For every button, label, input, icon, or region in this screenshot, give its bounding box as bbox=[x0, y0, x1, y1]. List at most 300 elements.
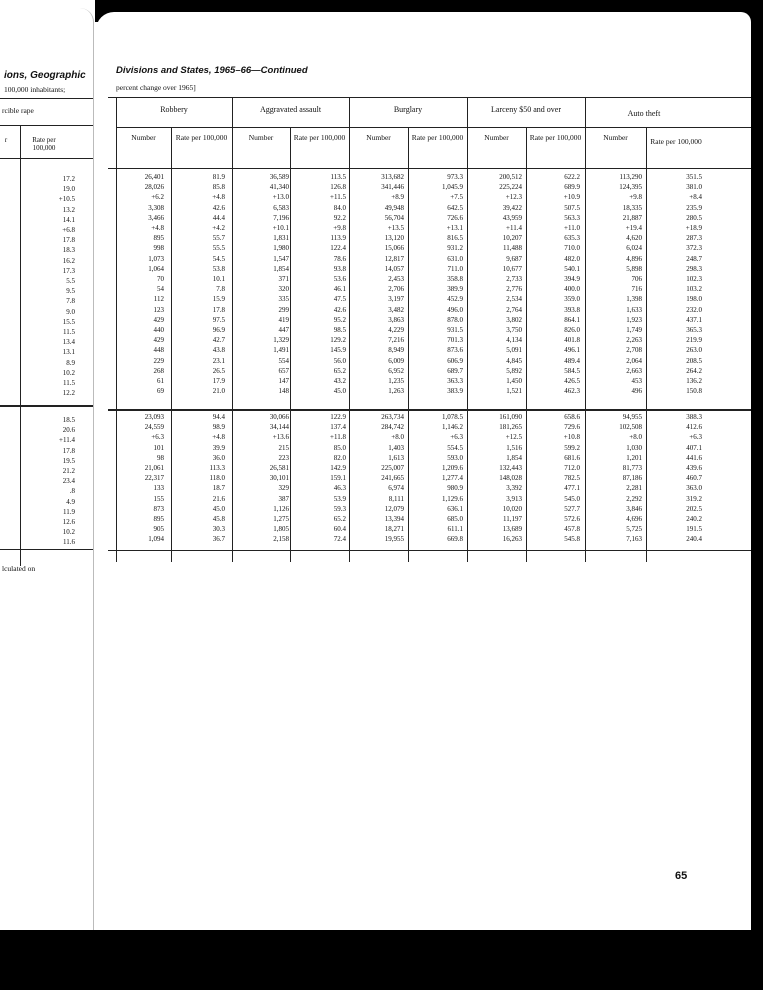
table-cell: 126.8 bbox=[330, 183, 346, 192]
table-cell: 584.5 bbox=[564, 366, 580, 375]
table-cell: 439.6 bbox=[686, 464, 702, 473]
table-cell: 657 bbox=[278, 366, 289, 375]
left-page-rule bbox=[0, 549, 93, 550]
table-cell: 635.3 bbox=[564, 234, 580, 243]
table-cell: 452.9 bbox=[447, 295, 463, 304]
table-cell: 931.5 bbox=[447, 326, 463, 335]
table-cell: 219.9 bbox=[686, 336, 702, 345]
table-cell: +12.5 bbox=[505, 433, 522, 442]
table-cell: 462.3 bbox=[564, 387, 580, 396]
table-cell: 13,394 bbox=[384, 515, 404, 524]
table-cell: 642.5 bbox=[447, 203, 463, 212]
table-cell: 2,706 bbox=[388, 285, 404, 294]
table-cell: 3,466 bbox=[148, 213, 164, 222]
table-cell: 3,802 bbox=[506, 315, 522, 324]
table-cell: 1,201 bbox=[626, 453, 642, 462]
table-cell: 3,913 bbox=[506, 494, 522, 503]
table-cell: 1,146.2 bbox=[442, 423, 463, 432]
table-cell: 5,725 bbox=[626, 525, 642, 534]
table-cell: 72.4 bbox=[333, 535, 346, 544]
table-cell: 6,024 bbox=[626, 244, 642, 253]
table-cell: 113,290 bbox=[619, 173, 642, 181]
table-cell: 5,898 bbox=[626, 264, 642, 273]
table-cell: 229 bbox=[153, 356, 164, 365]
table-cell: 17.8 bbox=[62, 236, 75, 245]
table-cell: 3,750 bbox=[506, 326, 522, 335]
table-cell: 448 bbox=[153, 346, 164, 355]
table-cell: 94,955 bbox=[622, 413, 642, 421]
table-cell: +13.5 bbox=[387, 224, 404, 233]
table-cell: 36.7 bbox=[212, 535, 225, 544]
table-cell: 429 bbox=[153, 336, 164, 345]
table-cell: 208.5 bbox=[686, 356, 702, 365]
table-cell: 1,277.4 bbox=[442, 474, 463, 483]
table-cell: 527.7 bbox=[564, 504, 580, 513]
table-cell: 365.3 bbox=[686, 326, 702, 335]
table-cell: 681.6 bbox=[564, 453, 580, 462]
table-cell: 12,817 bbox=[384, 254, 404, 263]
table-cell: 43.8 bbox=[212, 346, 225, 355]
table-cell: 18.5 bbox=[62, 416, 75, 424]
table-cell: 477.1 bbox=[564, 484, 580, 493]
table-cell: 198.0 bbox=[686, 295, 702, 304]
table-cell: 232.0 bbox=[686, 305, 702, 314]
table-cell: 1,094 bbox=[148, 535, 164, 544]
table-cell: 92.2 bbox=[333, 213, 346, 222]
table-cell: 16.2 bbox=[62, 256, 75, 265]
left-page-rule bbox=[0, 125, 93, 126]
table-cell: 263,734 bbox=[381, 413, 404, 421]
table-cell: 225,007 bbox=[381, 464, 404, 473]
table-cell: 18,335 bbox=[622, 203, 642, 212]
table-cell: 10,677 bbox=[502, 264, 522, 273]
table-cell: 56,704 bbox=[384, 213, 404, 222]
table-cell: +10.1 bbox=[272, 224, 289, 233]
table-cell: 6,952 bbox=[388, 366, 404, 375]
table-cell: 895 bbox=[153, 515, 164, 524]
table-cell: 457.8 bbox=[564, 525, 580, 534]
table-cell: +6.3 bbox=[689, 433, 702, 442]
table-cell: 124,395 bbox=[619, 183, 642, 192]
table-cell: 45.8 bbox=[212, 515, 225, 524]
table-cell: 11.5 bbox=[63, 328, 75, 337]
table-cell: 711.0 bbox=[447, 264, 463, 273]
table-cell: 1,073 bbox=[148, 254, 164, 263]
table-cell: 1,129.6 bbox=[442, 494, 463, 503]
table-cell: 155 bbox=[153, 494, 164, 503]
header-bottom-rule bbox=[108, 168, 751, 169]
table-cell: 7.8 bbox=[66, 297, 75, 306]
table-cell: 93.8 bbox=[333, 264, 346, 273]
table-cell: 2,453 bbox=[388, 275, 404, 284]
assault-rate-header: Rate per 100,000 bbox=[293, 133, 346, 142]
table-cell: 200,512 bbox=[499, 173, 522, 181]
table-cell: 2,158 bbox=[273, 535, 289, 544]
table-cell: 223 bbox=[278, 453, 289, 462]
table-cell: 8.9 bbox=[66, 358, 75, 367]
table-cell: 12.6 bbox=[62, 518, 75, 527]
table-cell: 15.9 bbox=[212, 295, 225, 304]
table-cell: 685.0 bbox=[447, 515, 463, 524]
table-cell: 34,144 bbox=[269, 423, 289, 432]
table-cell: 118.0 bbox=[209, 474, 225, 483]
table-cell: 299 bbox=[278, 305, 289, 314]
table-cell: 21.6 bbox=[212, 494, 225, 503]
burglary-number-column bbox=[349, 412, 404, 545]
table-cell: 7,196 bbox=[273, 213, 289, 222]
left-page-title: ions, Geographic bbox=[4, 70, 86, 81]
previous-page-edge bbox=[0, 8, 94, 930]
table-cell: 7,216 bbox=[388, 336, 404, 345]
table-cell: 15,066 bbox=[384, 244, 404, 253]
table-cell: +13.0 bbox=[272, 193, 289, 202]
left-page-values-group-1 bbox=[20, 174, 75, 398]
table-cell: 1,263 bbox=[388, 387, 404, 396]
table-cell: 53.8 bbox=[212, 264, 225, 273]
table-cell: 6,583 bbox=[273, 203, 289, 212]
burglary-header: Burglary bbox=[393, 105, 423, 114]
table-cell: 13,689 bbox=[502, 525, 522, 534]
table-cell: 437.1 bbox=[686, 315, 702, 324]
table-cell: 1,329 bbox=[273, 336, 289, 345]
table-cell: 496.0 bbox=[447, 305, 463, 314]
table-cell: 54 bbox=[157, 285, 164, 294]
table-cell: 1,854 bbox=[506, 453, 522, 462]
table-cell: 3,482 bbox=[388, 305, 404, 314]
table-cell: +6.3 bbox=[151, 433, 164, 442]
table-cell: 145.9 bbox=[330, 346, 346, 355]
table-cell: 545.8 bbox=[564, 535, 580, 544]
table-cell: 388.3 bbox=[686, 413, 702, 421]
table-cell: 4,696 bbox=[626, 515, 642, 524]
table-cell: 998 bbox=[153, 244, 164, 253]
table-cell: 335 bbox=[278, 295, 289, 304]
table-cell: 1,831 bbox=[273, 234, 289, 243]
table-cell: 56.0 bbox=[333, 356, 346, 365]
table-cell: 263.0 bbox=[686, 346, 702, 355]
table-cell: 241,665 bbox=[381, 474, 404, 483]
assault-number-column bbox=[232, 412, 289, 545]
table-cell: 905 bbox=[153, 525, 164, 534]
table-cell: 21.0 bbox=[212, 387, 225, 396]
table-cell: 3,308 bbox=[148, 203, 164, 212]
table-cell: 5,091 bbox=[506, 346, 522, 355]
table-cell: 540.1 bbox=[564, 264, 580, 273]
table-cell: 689.9 bbox=[564, 183, 580, 192]
table-cell: 1,491 bbox=[273, 346, 289, 355]
table-cell: 9.5 bbox=[66, 287, 75, 296]
table-cell: 1,516 bbox=[506, 443, 522, 452]
auto-number-column bbox=[585, 412, 642, 545]
burglary-rate-header: Rate per 100,000 bbox=[411, 133, 464, 142]
table-cell: 447 bbox=[278, 326, 289, 335]
table-cell: 8,949 bbox=[388, 346, 404, 355]
table-cell: 298.3 bbox=[686, 264, 702, 273]
table-cell: 21,887 bbox=[622, 213, 642, 222]
table-cell: 611.1 bbox=[447, 525, 463, 534]
table-cell: 782.5 bbox=[564, 474, 580, 483]
table-cell: 658.6 bbox=[564, 413, 580, 421]
table-cell: 112 bbox=[153, 295, 164, 304]
table-cell: 98 bbox=[157, 453, 164, 462]
table-cell: +10.9 bbox=[563, 193, 580, 202]
table-cell: 148 bbox=[278, 387, 289, 396]
table-cell: 2,534 bbox=[506, 295, 522, 304]
table-cell: +11.5 bbox=[330, 193, 346, 202]
table-cell: 113.9 bbox=[330, 234, 346, 243]
auto-number-column bbox=[585, 172, 642, 396]
table-cell: 5.5 bbox=[66, 277, 75, 286]
left-page-rule bbox=[0, 98, 93, 99]
table-cell: 24,559 bbox=[144, 423, 164, 432]
table-cell: 94.4 bbox=[212, 413, 225, 421]
table-cell: 6,009 bbox=[388, 356, 404, 365]
table-cell: 53.6 bbox=[333, 275, 346, 284]
table-cell: +13.6 bbox=[272, 433, 289, 442]
table-cell: +6.3 bbox=[450, 433, 463, 442]
table-cell: 622.2 bbox=[564, 173, 580, 181]
table-cell: 39.9 bbox=[212, 443, 225, 452]
header-rule bbox=[116, 127, 751, 128]
assault-number-column bbox=[232, 172, 289, 396]
table-cell: 45.0 bbox=[333, 387, 346, 396]
table-cell: 13,120 bbox=[384, 234, 404, 243]
table-cell: 1,805 bbox=[273, 525, 289, 534]
table-cell: 507.5 bbox=[564, 203, 580, 212]
burglary-number-column bbox=[349, 172, 404, 396]
larceny-rate-column bbox=[526, 172, 580, 396]
table-cell: 113.3 bbox=[209, 464, 225, 473]
table-cell: 30,066 bbox=[269, 413, 289, 421]
table-cell: 43.2 bbox=[333, 377, 346, 386]
table-cell: 81,773 bbox=[622, 464, 642, 473]
table-cell: +8.0 bbox=[391, 433, 404, 442]
larceny-header: Larceny $50 and over bbox=[491, 105, 561, 114]
table-cell: 2,733 bbox=[506, 275, 522, 284]
table-cell: 14,057 bbox=[384, 264, 404, 273]
table-cell: 22,317 bbox=[144, 474, 164, 483]
table-cell: 1,854 bbox=[273, 264, 289, 273]
table-cell: 43,959 bbox=[502, 213, 522, 222]
table-cell: 383.9 bbox=[447, 387, 463, 396]
table-cell: 21.2 bbox=[62, 467, 75, 476]
table-cell: 16,263 bbox=[502, 535, 522, 544]
table-cell: 102,508 bbox=[619, 423, 642, 432]
larceny-rate-header: Rate per 100,000 bbox=[529, 133, 582, 142]
table-cell: 545.0 bbox=[564, 494, 580, 503]
table-cell: 636.1 bbox=[447, 504, 463, 513]
table-cell: 181,265 bbox=[499, 423, 522, 432]
table-cell: 159.1 bbox=[330, 474, 346, 483]
larceny-number-column bbox=[467, 412, 522, 545]
table-cell: 563.3 bbox=[564, 213, 580, 222]
table-cell: 137.4 bbox=[330, 423, 346, 432]
table-cell: 11.9 bbox=[63, 507, 75, 516]
burglary-rate-column bbox=[408, 412, 463, 545]
table-cell: 78.6 bbox=[333, 254, 346, 263]
table-cell: 17.8 bbox=[212, 305, 225, 314]
table-cell: 1,749 bbox=[626, 326, 642, 335]
table-cell: 3,863 bbox=[388, 315, 404, 324]
table-cell: 101 bbox=[153, 443, 164, 452]
table-cell: 98.9 bbox=[212, 423, 225, 432]
table-cell: 394.9 bbox=[564, 275, 580, 284]
table-cell: 826.0 bbox=[564, 326, 580, 335]
auto-number-header: Number bbox=[603, 133, 628, 142]
table-cell: 11.6 bbox=[63, 538, 75, 547]
left-page-rule bbox=[0, 158, 93, 159]
table-cell: 873.6 bbox=[447, 346, 463, 355]
table-cell: 1,126 bbox=[273, 504, 289, 513]
table-cell: 4,845 bbox=[506, 356, 522, 365]
table-cell: 669.8 bbox=[447, 535, 463, 544]
table-cell: 123 bbox=[153, 305, 164, 314]
page-subtitle: percent change over 1965] bbox=[116, 83, 196, 92]
table-cell: 202.5 bbox=[686, 504, 702, 513]
table-cell: 97.5 bbox=[212, 315, 225, 324]
table-cell: 878.0 bbox=[447, 315, 463, 324]
assault-rate-column bbox=[290, 172, 346, 396]
table-cell: 132,443 bbox=[499, 464, 522, 473]
left-page-subtitle: 100,000 inhabitants; bbox=[4, 85, 66, 94]
table-cell: 70 bbox=[157, 275, 164, 284]
table-cell: 26.5 bbox=[212, 366, 225, 375]
table-cell: 7,163 bbox=[626, 535, 642, 544]
table-cell: 460.7 bbox=[686, 474, 702, 483]
table-cell: 240.2 bbox=[686, 515, 702, 524]
table-cell: 712.0 bbox=[564, 464, 580, 473]
auto-theft-header: Auto theft bbox=[627, 109, 661, 118]
table-cell: 1,521 bbox=[506, 387, 522, 396]
table-cell: 96.9 bbox=[212, 326, 225, 335]
auto-rate-header: Rate per 100,000 bbox=[650, 137, 702, 146]
table-cell: 931.2 bbox=[447, 244, 463, 253]
table-cell: 18,271 bbox=[384, 525, 404, 534]
table-cell: 18.7 bbox=[212, 484, 225, 493]
table-cell: 17.8 bbox=[62, 446, 75, 455]
table-cell: 17.2 bbox=[62, 175, 75, 183]
table-cell: 12.2 bbox=[62, 389, 75, 398]
left-page-rule bbox=[0, 405, 93, 407]
section-divider-rule bbox=[108, 409, 751, 411]
table-bottom-rule bbox=[108, 550, 751, 551]
table-cell: 191.5 bbox=[686, 525, 702, 534]
table-cell: 710.0 bbox=[564, 244, 580, 253]
table-cell: 15.5 bbox=[62, 317, 75, 326]
table-cell: 85.8 bbox=[212, 183, 225, 192]
table-cell: 23.4 bbox=[62, 477, 75, 486]
table-cell: 1,980 bbox=[273, 244, 289, 253]
table-cell: 103.2 bbox=[686, 285, 702, 294]
table-cell: 363.0 bbox=[686, 484, 702, 493]
table-cell: 36,589 bbox=[269, 173, 289, 181]
auto-rate-column bbox=[646, 412, 702, 545]
table-cell: 4.9 bbox=[66, 497, 75, 506]
table-cell: +8.0 bbox=[629, 433, 642, 442]
table-cell: +9.8 bbox=[629, 193, 642, 202]
table-cell: 816.5 bbox=[447, 234, 463, 243]
table-cell: 142.9 bbox=[330, 464, 346, 473]
table-cell: 46.3 bbox=[333, 484, 346, 493]
table-cell: 2,281 bbox=[626, 484, 642, 493]
table-cell: 358.8 bbox=[447, 275, 463, 284]
table-cell: 689.7 bbox=[447, 366, 463, 375]
table-cell: 82.0 bbox=[333, 453, 346, 462]
table-cell: 215 bbox=[278, 443, 289, 452]
table-cell: 133 bbox=[153, 484, 164, 493]
table-cell: 387 bbox=[278, 494, 289, 503]
table-cell: 2,263 bbox=[626, 336, 642, 345]
burglary-number-header: Number bbox=[366, 133, 391, 142]
table-top-rule bbox=[108, 97, 751, 98]
table-cell: 4,620 bbox=[626, 234, 642, 243]
table-cell: 1,398 bbox=[626, 295, 642, 304]
table-cell: 10,020 bbox=[502, 504, 522, 513]
document-page bbox=[96, 12, 751, 930]
table-cell: +4.8 bbox=[151, 224, 164, 233]
table-cell: 426.5 bbox=[564, 377, 580, 386]
table-cell: 412.6 bbox=[686, 423, 702, 432]
table-cell: +10.5 bbox=[58, 195, 75, 204]
table-cell: +11.4 bbox=[59, 436, 75, 445]
table-cell: 136.2 bbox=[686, 377, 702, 386]
table-cell: 225,224 bbox=[499, 183, 522, 192]
assault-header: Aggravated assault bbox=[259, 105, 322, 114]
table-cell: 381.0 bbox=[686, 183, 702, 192]
table-cell: 10.2 bbox=[62, 528, 75, 537]
table-cell: 10.1 bbox=[212, 275, 225, 284]
table-cell: 85.0 bbox=[333, 443, 346, 452]
table-cell: 554 bbox=[278, 356, 289, 365]
table-cell: 5,892 bbox=[506, 366, 522, 375]
table-cell: 706 bbox=[631, 275, 642, 284]
table-cell: 47.5 bbox=[333, 295, 346, 304]
table-cell: 30,101 bbox=[269, 474, 289, 483]
table-cell: +19.4 bbox=[625, 224, 642, 233]
table-cell: 873 bbox=[153, 504, 164, 513]
robbery-rate-column bbox=[171, 172, 225, 396]
table-cell: 147 bbox=[278, 377, 289, 386]
table-cell: 351.5 bbox=[686, 173, 702, 181]
robbery-number-header: Number bbox=[131, 133, 156, 142]
table-cell: 113.5 bbox=[330, 173, 346, 181]
robbery-number-column bbox=[116, 412, 164, 545]
assault-number-header: Number bbox=[248, 133, 274, 142]
table-cell: 14.1 bbox=[62, 215, 75, 224]
table-cell: +9.8 bbox=[333, 224, 346, 233]
table-cell: 54.5 bbox=[212, 254, 225, 263]
table-cell: 36.0 bbox=[212, 453, 225, 462]
table-cell: 1,403 bbox=[388, 443, 404, 452]
table-cell: 393.8 bbox=[564, 305, 580, 314]
table-cell: 496.1 bbox=[564, 346, 580, 355]
table-cell: +11.4 bbox=[506, 224, 522, 233]
table-cell: 87,186 bbox=[622, 474, 642, 483]
table-cell: 122.4 bbox=[330, 244, 346, 253]
table-cell: 9.0 bbox=[66, 307, 75, 316]
table-cell: 280.5 bbox=[686, 213, 702, 222]
table-cell: 13.4 bbox=[62, 338, 75, 347]
table-cell: 726.6 bbox=[447, 213, 463, 222]
table-cell: 3,846 bbox=[626, 504, 642, 513]
table-cell: 371 bbox=[278, 275, 289, 284]
table-cell: +13.1 bbox=[446, 224, 463, 233]
table-cell: 11,197 bbox=[503, 515, 522, 524]
table-cell: 20.6 bbox=[62, 426, 75, 435]
table-cell: 19.0 bbox=[62, 185, 75, 194]
table-cell: +7.5 bbox=[450, 193, 463, 202]
page-number: 65 bbox=[675, 870, 688, 882]
